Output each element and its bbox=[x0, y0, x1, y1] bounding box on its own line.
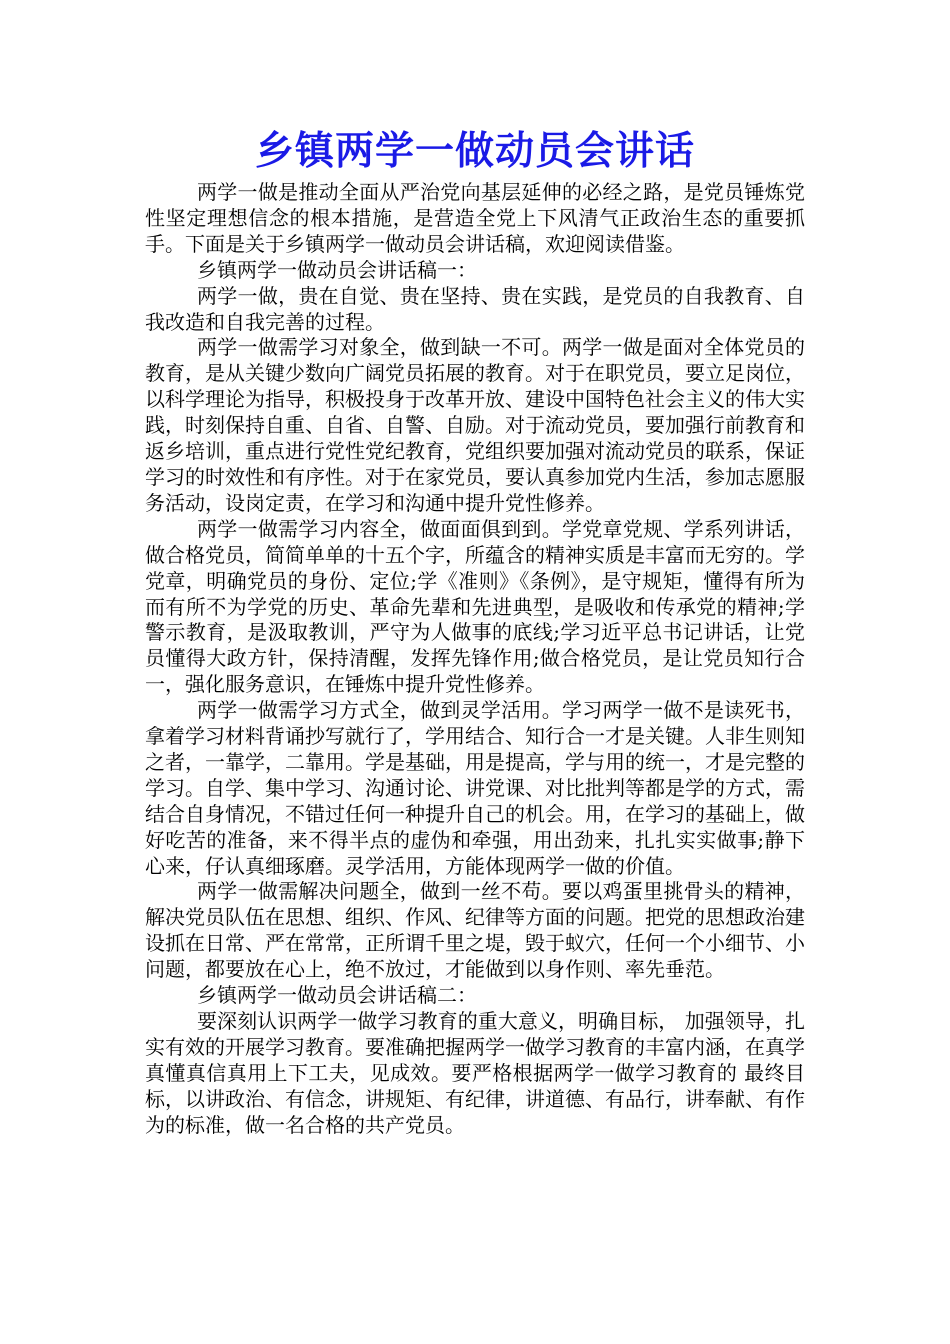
section-heading-2: 乡镇两学一做动员会讲话稿二： bbox=[197, 983, 477, 1008]
document-page bbox=[145, 122, 805, 1139]
paragraph: 两学一做，贵在自觉、贵在坚持、贵在实践，是党员的自我教育、自我改造和自我完善的过程。 bbox=[145, 283, 805, 334]
paragraph: 两学一做需学习内容全，做面面俱到到。学党章党规、学系列讲话，做合格党员，简简单单的十五个字，所蕴含的精神实质是丰富而无穷的。学党章，明确党员的身份、定位;学《准则》《条例》，是守规矩，懂得有所为而有所不为学党的历史、革命先辈和先进典型，是吸收和传承党的精神;学警示教育，是汲取教训，严守为人做事的底线;学习近平总书记讲话，让党员懂得大政方针，保持清醒，发挥先锋作用;做合格党员，是让党员知行合一，强化服务意识，在锤炼中提升党性修养。 bbox=[145, 516, 805, 697]
paragraph: 要深刻认识两学一做学习教育的重大意义，明确目标， 加强领导，扎实有效的开展学习教育。要准确把握两学一做学习教育的丰富内涵，在真学真懂真信真用上下工夫，见成效。要严格根据两学一做学习教育的 最终目标，以讲政治、有信念，讲规矩、有纪律，讲道德、有品行，讲奉献、有作为的标准，做一名合格的共产党员。 bbox=[145, 1009, 805, 1137]
paragraph: 两学一做需解决问题全，做到一丝不苟。要以鸡蛋里挑骨头的精神，解决党员队伍在思想、组织、作风、纪律等方面的问题。把党的思想政治建设抓在日常、严在常常，正所谓千里之堤，毁于蚁穴，任何一个小细节、小问题，都要放在心上，绝不放过，才能做到以身作则、率先垂范。 bbox=[145, 879, 805, 982]
paragraph: 两学一做需学习对象全，做到缺一不可。两学一做是面对全体党员的教育，是从关键少数向广阔党员拓展的教育。对于在职党员，要立足岗位，以科学理论为指导，积极投身于改革开放、建设中国特色社会主义的伟大实践，时刻保持自重、自省、自警、自励。对于流动党员，要加强行前教育和返乡培训，重点进行党性党纪教育，党组织要加强对流动党员的联系，保证学习的时效性和有序性。对于在家党员，要认真参加党内生活，参加志愿服务活动，设岗定责，在学习和沟通中提升党性修养。 bbox=[145, 335, 805, 515]
paragraph: 两学一做需学习方式全，做到灵学活用。学习两学一做不是读死书，拿着学习材料背诵抄写就行了，学用结合、知行合一才是关键。人非生则知之者，一靠学，二靠用。学是基础，用是提高，学与用的统一，才是完整的学习。自学、集中学习、沟通讨论、讲党课、对比批判等都是学的方式，需结合自身情况，不错过任何一种提升自己的机会。用，在学习的基础上，做好吃苦的准备，来不得半点的虚伪和牵强，用出劲来，扎扎实实做事;静下心来，仔认真细琢磨。灵学活用，方能体现两学一做的价值。 bbox=[145, 698, 805, 878]
section-heading-1: 乡镇两学一做动员会讲话稿一： bbox=[197, 257, 477, 282]
document-title: 乡镇两学一做动员会讲话 bbox=[254, 128, 695, 174]
paragraph-intro: 两学一做是推动全面从严治党向基层延伸的必经之路，是党员锤炼党性坚定理想信念的根本措施，是营造全党上下风清气正政治生态的重要抓手。下面是关于乡镇两学一做动员会讲话稿，欢迎阅读借鉴。 bbox=[145, 180, 805, 256]
document-body bbox=[145, 180, 805, 1139]
